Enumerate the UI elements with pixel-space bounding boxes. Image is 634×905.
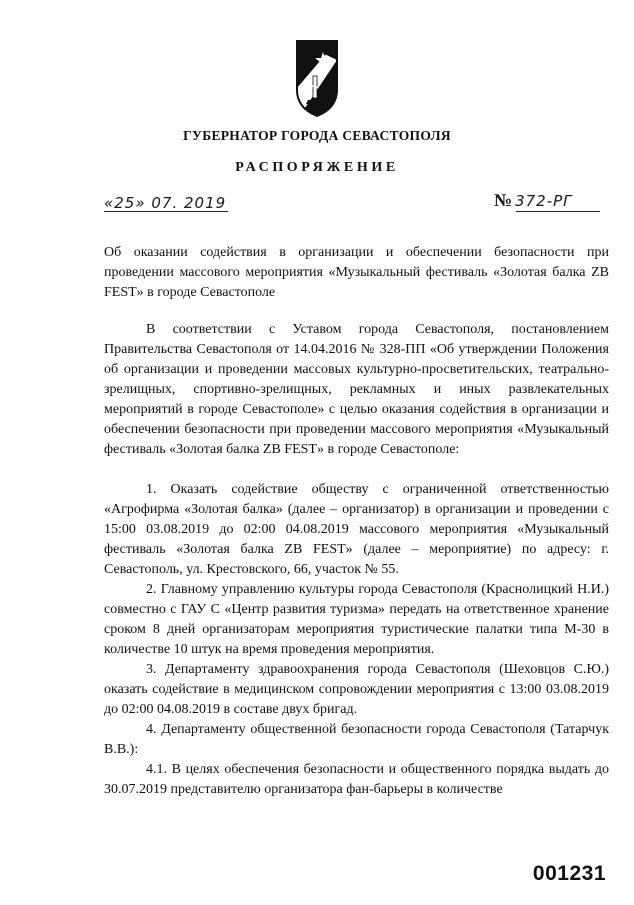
preamble-paragraph: В соответствии с Уставом города Севастополя, постановлением Правительства Севастополя от 14.04.2016 № 328-ПП «Об утверждении Положения об организации и проведении массовых культурно-просветительских, театрально-зрелищных, спортивно-зрелищных, рекламных и иных развлекательных мероприятий в городе Севастополе» с целью оказания содействия в организации и обеспечении безопасности при проведении массового мероприятия «Музыкальный фестиваль «Золотая балка ZB FEST» в городе Севастополе: — [104, 322, 609, 457]
date-underline — [104, 211, 228, 212]
order-subject: Об оказании содействия в организации и обеспечении безопасности при проведении массового мероприятия «Музыкальный фестиваль «Золотая балка ZB FEST» в городе Севастополе — [104, 245, 609, 300]
order-item-3: 3. Департаменту здравоохранения города Севастополя (Шеховцов С.Ю.) оказать содействие в медицинском сопровождении мероприятия с 13:00 03.08.2019 до 02:00 04.08.2019 в составе двух бригад. — [104, 662, 609, 717]
number-underline — [516, 211, 600, 212]
order-item-2: 2. Главному управлению культуры города Севастополя (Краснолицкий Н.И.) совместно с ГАУ С «Центр развития туризма» передать на ответственное хранение сроком 8 дней организаторам мероприятия туристические палатки типа М-30 в количестве 10 штук на время проведения мероприятия. — [104, 582, 609, 657]
form-serial-number: 001231 — [532, 862, 606, 885]
order-date — [104, 194, 226, 213]
handwritten-date: «25» 07. 2019 — [104, 194, 227, 212]
document-type-title: РАСПОРЯЖЕНИЕ — [235, 160, 399, 175]
number-sign: № — [494, 190, 514, 210]
order-item-1: 1. Оказать содействие обществу с ограниченной ответственностью «Агрофирма «Золотая балка» (далее – организатор) в организации и проведении с 15:00 03.08.2019 до 02:00 04.08.2019 массового мероприятия «Музыкальный фестиваль «Золотая балка ZB FEST» (далее – мероприятие) по адресу: г. Севастополь, ул. Крестовского, 66, участок № 55. — [104, 482, 609, 577]
order-items — [104, 480, 609, 800]
sevastopol-coat-of-arms-icon — [294, 38, 340, 118]
order-number — [494, 190, 573, 211]
issuing-authority: ГУБЕРНАТОР ГОРОДА СЕВАСТОПОЛЯ — [183, 128, 451, 143]
order-item-4-1: 4.1. В целях обеспечения безопасности и общественного порядка выдать до 30.07.2019 представителю организатора фан-барьеры в количестве — [104, 762, 609, 797]
order-item-4: 4. Департаменту общественной безопасности города Севастополя (Татарчук В.В.): — [104, 722, 609, 757]
order-body — [104, 320, 609, 800]
handwritten-number: 372-РГ — [515, 192, 573, 210]
